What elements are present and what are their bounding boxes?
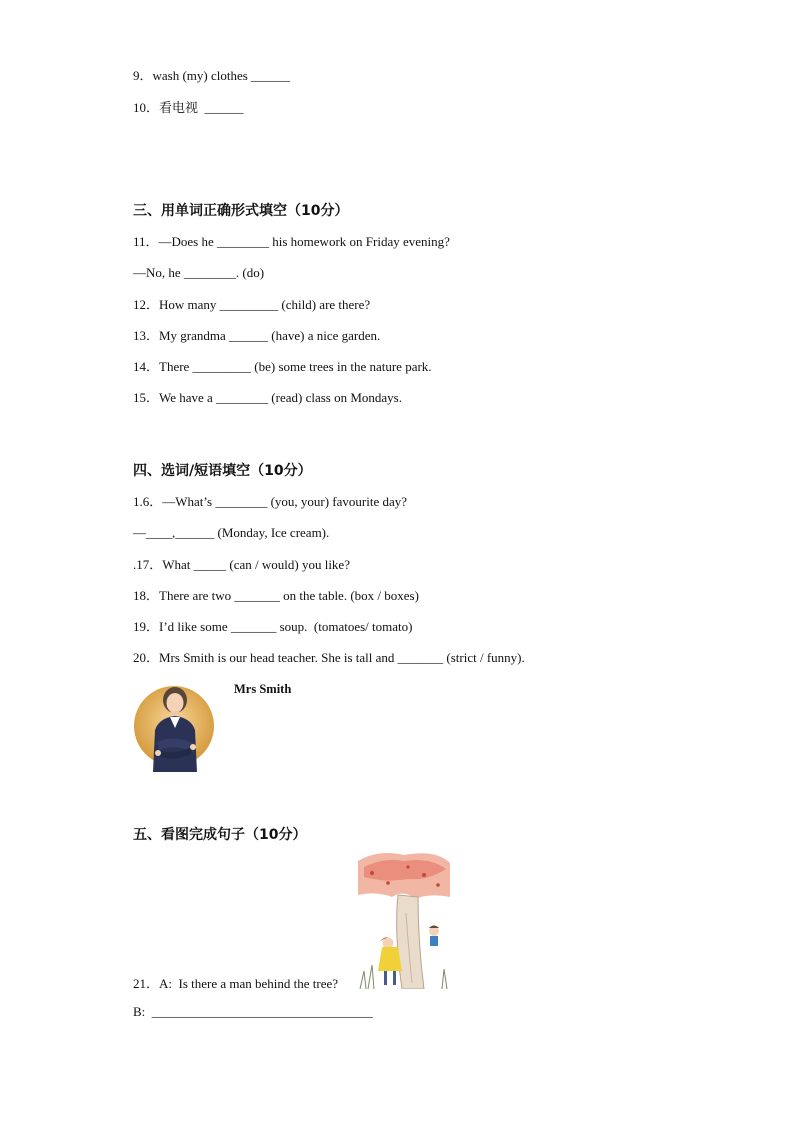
question-19: 19．I’d like some _______ soup. (tomatoes/ tomato) bbox=[133, 619, 413, 634]
question-13: 13．My grandma ______ (have) a nice garden. bbox=[133, 328, 381, 343]
question-18: 18．There are two _______ on the table. (box / boxes) bbox=[133, 588, 419, 603]
section-5-heading: 五、看图完成句子（10分） bbox=[133, 827, 307, 843]
question-12: 12．How many _________ (child) are there? bbox=[133, 297, 371, 312]
question-21a: 21．A: Is there a man behind the tree? bbox=[133, 976, 339, 991]
teacher-illustration bbox=[133, 680, 215, 772]
question-9: 9．wash (my) clothes ______ bbox=[133, 68, 291, 83]
question-20: 20．Mrs Smith is our head teacher. She is tall and _______ (strict / funny). bbox=[133, 650, 525, 665]
question-17: .17．What _____ (can / would) you like? bbox=[133, 557, 350, 572]
teacher-caption: Mrs Smith bbox=[234, 682, 292, 696]
question-11a: 11．—Does he ________ his homework on Friday evening? bbox=[133, 234, 450, 249]
question-11b: —No, he ________. (do) bbox=[133, 265, 265, 280]
question-16a: 1.6．—What’s ________ (you, your) favourite day? bbox=[133, 494, 408, 509]
section-3-heading: 三、用单词正确形式填空（10分） bbox=[133, 203, 349, 219]
question-14: 14．There _________ (be) some trees in the nature park. bbox=[133, 359, 432, 374]
question-21b: B: __________________________________ bbox=[133, 1004, 373, 1019]
question-16b: —____,______ (Monday, Ice cream). bbox=[133, 525, 330, 540]
question-10: 10．看电视 ______ bbox=[133, 100, 244, 115]
section-4-heading: 四、选词/短语填空（10分） bbox=[133, 463, 312, 479]
question-15: 15．We have a ________ (read) class on Mondays. bbox=[133, 390, 402, 405]
tree-illustration bbox=[358, 853, 450, 989]
